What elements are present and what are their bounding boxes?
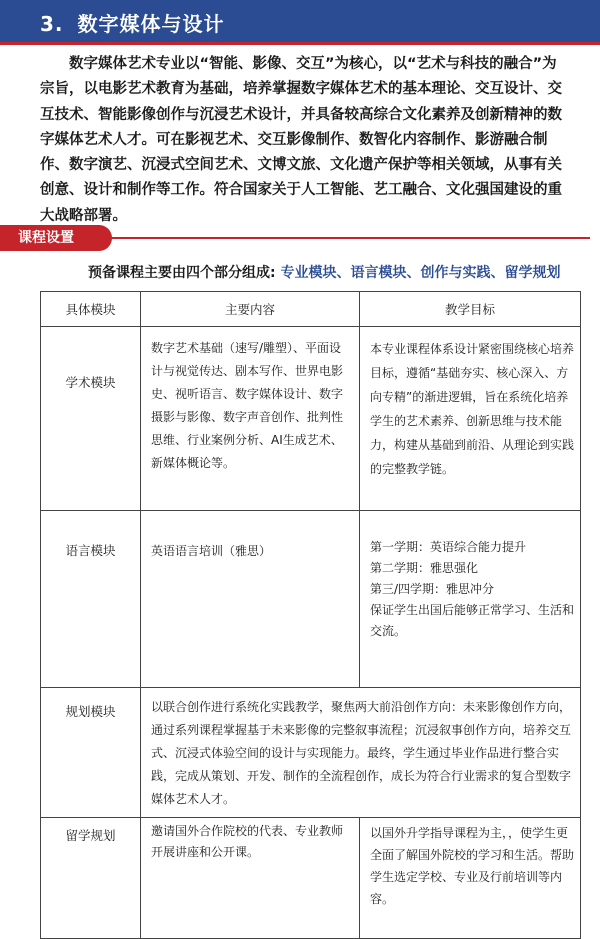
module-content: 以联合创作进行系统化实践教学，聚焦两大前沿创作方向：未来影像创作方向，通过系列课程掌握基于未来影像的完整叙事流程；沉浸叙事创作方向，培养交互式、沉浸式体验空间的设计与实现能力。最终，学生通过毕业作品进行整合实践，完成从策划、开发、制作的全流程创作，成长为符合行业需求的复合型数字媒体艺术人才。: [141, 688, 581, 818]
module-name: 语言模块: [41, 511, 141, 688]
section-title-text: 数字媒体与设计: [77, 12, 225, 36]
module-name: 规划模块: [41, 688, 141, 818]
section-header: [0, 0, 600, 45]
section-title: [40, 8, 225, 37]
badge-underline: [100, 237, 590, 239]
module-content: 英语语言培训（雅思）: [141, 511, 360, 688]
table-row: [41, 688, 581, 818]
intro-paragraph: 数字媒体艺术专业以“智能、影像、交互”为核心，以“艺术与科技的融合”为宗旨，以电影艺术教育为基础，培养掌握数字媒体艺术的基本理论、交互设计、交互技术、智能影像创作与沉浸艺术设计，并具备较高综合文化素养及创新精神的数字媒体艺术人才。可在影视艺术、交互影像制作、数智化内容制作、影游融合制作、数字演艺、沉浸式空间艺术、文博文旅、文化遗产保护等相关领域，从事有关创意、设计和制作等工作。符合国家关于人工智能、艺工融合、文化强国建设的重大战略部署。: [40, 56, 562, 224]
course-subtitle: [88, 262, 560, 282]
module-content: 邀请国外合作院校的代表、专业教师开展讲座和公开课。: [141, 818, 360, 939]
module-goal: 以国外升学指导课程为主，，使学生更全面了解国外院校的学习和生活。帮助学生选定学校、专业及行前培训等内容。: [360, 818, 581, 939]
table-header-row: [41, 292, 581, 327]
course-table: [40, 291, 581, 939]
subtitle-parts: 专业模块、语言模块、创作与实践、留学规划: [280, 265, 561, 281]
header-content: 主要内容: [141, 292, 360, 327]
module-name: 留学规划: [41, 818, 141, 939]
goal-line: 第二学期：雅思强化: [370, 561, 479, 575]
goal-line: 保证学生出国后能够正常学习、生活和交流。: [370, 603, 575, 638]
table-row: [41, 327, 581, 511]
goal-line: 第三/四学期：雅思冲分: [370, 582, 495, 596]
table-row: [41, 818, 581, 939]
section-number: 3.: [40, 12, 64, 36]
table-row: [41, 511, 581, 688]
goal-line: 第一学期：英语综合能力提升: [370, 540, 527, 554]
module-goal: [360, 511, 581, 688]
module-content: 数字艺术基础（速写/雕塑）、平面设计与视觉传达、剧本写作、世界电影史、视听语言、数字媒体设计、数字摄影与影像、数字声音创作、批判性思维、行业案例分析、AI生成艺术、新媒体概论等。: [141, 327, 360, 511]
module-goal: 本专业课程体系设计紧密围绕核心培养目标，遵循“基础夯实、核心深入、方向专精”的渐进逻辑，旨在系统化培养学生的艺术素养、创新思维与技术能力，构建从基础到前沿、从理论到实践的完整教学链。: [360, 327, 581, 511]
header-goal: 教学目标: [360, 292, 581, 327]
course-settings-badge: 课程设置: [0, 225, 112, 251]
subtitle-prefix: 预备课程主要由四个部分组成:: [88, 265, 281, 281]
header-module: 具体模块: [41, 292, 141, 327]
module-name: 学术模块: [41, 327, 141, 511]
